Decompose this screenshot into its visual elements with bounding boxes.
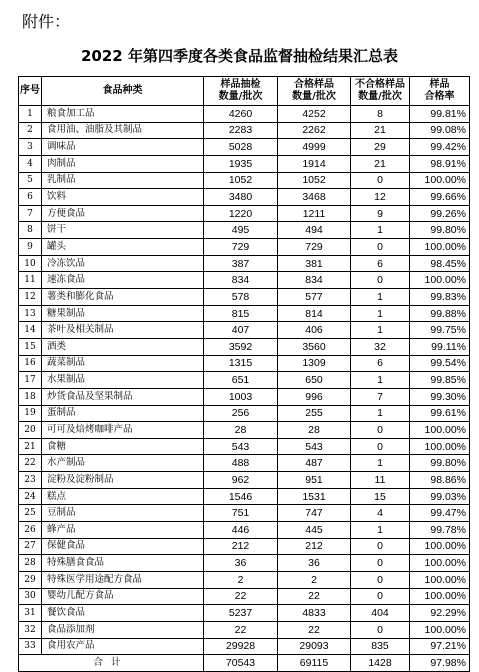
row-category: 可可及焙烤咖啡产品 (42, 422, 204, 439)
row-unqualified: 6 (351, 355, 410, 372)
row-rate: 99.66% (410, 189, 470, 206)
row-category: 特殊医学用途配方食品 (42, 571, 204, 588)
row-sampled: 5028 (204, 139, 278, 156)
row-qualified: 36 (278, 555, 351, 572)
table-row (19, 355, 470, 372)
row-no: 9 (19, 239, 42, 256)
table-row (19, 155, 470, 172)
row-rate: 100.00% (410, 621, 470, 638)
row-sampled: 2283 (204, 122, 278, 139)
table-row (19, 538, 470, 555)
row-rate: 99.03% (410, 488, 470, 505)
row-category: 淀粉及淀粉制品 (42, 472, 204, 489)
row-rate: 99.83% (410, 289, 470, 306)
table-row (19, 588, 470, 605)
row-unqualified: 0 (351, 172, 410, 189)
header-unqualified (351, 77, 410, 106)
header-category: 食品种类 (42, 77, 204, 106)
row-unqualified: 1 (351, 372, 410, 389)
row-rate: 99.81% (410, 106, 470, 123)
row-unqualified: 8 (351, 106, 410, 123)
table-row (19, 305, 470, 322)
row-qualified: 22 (278, 621, 351, 638)
row-rate: 98.86% (410, 472, 470, 489)
table-row (19, 338, 470, 355)
row-no: 25 (19, 505, 42, 522)
row-no: 32 (19, 621, 42, 638)
table-row (19, 106, 470, 123)
row-unqualified: 4 (351, 505, 410, 522)
row-category: 保健食品 (42, 538, 204, 555)
row-qualified: 381 (278, 255, 351, 272)
row-category: 方便食品 (42, 205, 204, 222)
row-category: 糕点 (42, 488, 204, 505)
row-qualified: 747 (278, 505, 351, 522)
row-no: 33 (19, 638, 42, 655)
total-qualified: 69115 (278, 655, 351, 672)
row-rate: 99.54% (410, 355, 470, 372)
row-rate: 100.00% (410, 538, 470, 555)
table-row (19, 621, 470, 638)
row-no: 22 (19, 455, 42, 472)
row-no: 27 (19, 538, 42, 555)
row-category: 酒类 (42, 338, 204, 355)
row-unqualified: 0 (351, 621, 410, 638)
row-category: 速冻食品 (42, 272, 204, 289)
row-rate: 100.00% (410, 172, 470, 189)
row-unqualified: 0 (351, 239, 410, 256)
row-qualified: 1531 (278, 488, 351, 505)
annex-label: 附件： (22, 12, 71, 31)
row-unqualified: 0 (351, 438, 410, 455)
row-no: 6 (19, 189, 42, 206)
row-unqualified: 12 (351, 189, 410, 206)
results-table (18, 76, 470, 672)
row-sampled: 256 (204, 405, 278, 422)
row-category: 冷冻饮品 (42, 255, 204, 272)
row-no: 1 (19, 106, 42, 123)
row-qualified: 577 (278, 289, 351, 306)
row-qualified: 255 (278, 405, 351, 422)
row-sampled: 2 (204, 571, 278, 588)
row-sampled: 407 (204, 322, 278, 339)
row-qualified: 29093 (278, 638, 351, 655)
row-unqualified: 0 (351, 422, 410, 439)
row-sampled: 962 (204, 472, 278, 489)
row-unqualified: 1 (351, 289, 410, 306)
row-unqualified: 1 (351, 522, 410, 539)
row-sampled: 3592 (204, 338, 278, 355)
row-category: 粮食加工品 (42, 106, 204, 123)
row-sampled: 212 (204, 538, 278, 555)
row-rate: 100.00% (410, 239, 470, 256)
row-qualified: 22 (278, 588, 351, 605)
row-rate: 99.26% (410, 205, 470, 222)
row-category: 特殊膳食食品 (42, 555, 204, 572)
row-unqualified: 0 (351, 588, 410, 605)
row-rate: 99.80% (410, 222, 470, 239)
table-row (19, 438, 470, 455)
row-rate: 99.30% (410, 388, 470, 405)
row-qualified: 3560 (278, 338, 351, 355)
row-sampled: 488 (204, 455, 278, 472)
row-qualified: 729 (278, 239, 351, 256)
row-unqualified: 1 (351, 405, 410, 422)
row-qualified: 4252 (278, 106, 351, 123)
row-category: 薯类和膨化食品 (42, 289, 204, 306)
total-label: 合计 (19, 655, 204, 672)
row-sampled: 729 (204, 239, 278, 256)
row-category: 餐饮食品 (42, 605, 204, 622)
row-qualified: 212 (278, 538, 351, 555)
row-unqualified: 0 (351, 571, 410, 588)
row-sampled: 36 (204, 555, 278, 572)
row-sampled: 4260 (204, 106, 278, 123)
row-unqualified: 15 (351, 488, 410, 505)
header-rate-line1: 样品 (429, 79, 450, 90)
table-row (19, 388, 470, 405)
row-unqualified: 0 (351, 555, 410, 572)
table-row (19, 272, 470, 289)
row-sampled: 834 (204, 272, 278, 289)
total-rate: 97.98% (410, 655, 470, 672)
total-unqualified: 1428 (351, 655, 410, 672)
row-sampled: 543 (204, 438, 278, 455)
row-unqualified: 1 (351, 222, 410, 239)
row-unqualified: 9 (351, 205, 410, 222)
row-unqualified: 11 (351, 472, 410, 489)
table-row (19, 555, 470, 572)
row-unqualified: 1 (351, 322, 410, 339)
row-unqualified: 21 (351, 122, 410, 139)
row-no: 18 (19, 388, 42, 405)
table-row (19, 638, 470, 655)
table-body (19, 106, 470, 655)
table-row (19, 189, 470, 206)
row-qualified: 4833 (278, 605, 351, 622)
row-category: 肉制品 (42, 155, 204, 172)
row-no: 12 (19, 289, 42, 306)
table-row (19, 372, 470, 389)
row-category: 蛋制品 (42, 405, 204, 422)
table-row (19, 222, 470, 239)
row-no: 26 (19, 522, 42, 539)
row-category: 婴幼儿配方食品 (42, 588, 204, 605)
row-sampled: 5237 (204, 605, 278, 622)
row-rate: 98.45% (410, 255, 470, 272)
row-sampled: 22 (204, 621, 278, 638)
row-rate: 100.00% (410, 272, 470, 289)
row-category: 食用油、油脂及其制品 (42, 122, 204, 139)
table-row (19, 239, 470, 256)
table-row (19, 422, 470, 439)
row-qualified: 3468 (278, 189, 351, 206)
row-category: 饼干 (42, 222, 204, 239)
row-category: 炒货食品及坚果制品 (42, 388, 204, 405)
row-rate: 99.80% (410, 455, 470, 472)
row-rate: 99.11% (410, 338, 470, 355)
row-no: 17 (19, 372, 42, 389)
row-qualified: 650 (278, 372, 351, 389)
header-qualified-line2: 数量/批次 (292, 91, 336, 102)
row-unqualified: 404 (351, 605, 410, 622)
table-row (19, 472, 470, 489)
row-no: 8 (19, 222, 42, 239)
row-no: 3 (19, 139, 42, 156)
row-no: 11 (19, 272, 42, 289)
row-category: 食用农产品 (42, 638, 204, 655)
row-rate: 97.21% (410, 638, 470, 655)
row-unqualified: 1 (351, 455, 410, 472)
row-unqualified: 7 (351, 388, 410, 405)
row-unqualified: 32 (351, 338, 410, 355)
row-qualified: 834 (278, 272, 351, 289)
table-header-row (19, 77, 470, 106)
row-no: 13 (19, 305, 42, 322)
row-no: 7 (19, 205, 42, 222)
row-category: 糖果制品 (42, 305, 204, 322)
row-sampled: 651 (204, 372, 278, 389)
row-category: 蔬菜制品 (42, 355, 204, 372)
header-qualified-line1: 合格样品 (294, 79, 334, 90)
row-qualified: 406 (278, 322, 351, 339)
row-qualified: 445 (278, 522, 351, 539)
row-rate: 99.61% (410, 405, 470, 422)
row-sampled: 1546 (204, 488, 278, 505)
table-row (19, 172, 470, 189)
row-category: 豆制品 (42, 505, 204, 522)
row-unqualified: 29 (351, 139, 410, 156)
table-row (19, 289, 470, 306)
row-no: 24 (19, 488, 42, 505)
row-sampled: 446 (204, 522, 278, 539)
row-unqualified: 21 (351, 155, 410, 172)
row-qualified: 1914 (278, 155, 351, 172)
header-sampled (204, 77, 278, 106)
row-unqualified: 6 (351, 255, 410, 272)
row-category: 水果制品 (42, 372, 204, 389)
row-rate: 99.78% (410, 522, 470, 539)
row-category: 乳制品 (42, 172, 204, 189)
header-unqualified-line2: 数量/批次 (358, 91, 402, 102)
header-no: 序号 (19, 77, 42, 106)
table-row (19, 488, 470, 505)
table-row (19, 405, 470, 422)
row-qualified: 1052 (278, 172, 351, 189)
row-sampled: 1935 (204, 155, 278, 172)
row-no: 15 (19, 338, 42, 355)
row-sampled: 22 (204, 588, 278, 605)
row-qualified: 2262 (278, 122, 351, 139)
row-no: 5 (19, 172, 42, 189)
row-no: 10 (19, 255, 42, 272)
row-sampled: 1220 (204, 205, 278, 222)
table-row (19, 139, 470, 156)
row-no: 16 (19, 355, 42, 372)
row-qualified: 494 (278, 222, 351, 239)
row-category: 水产制品 (42, 455, 204, 472)
row-category: 罐头 (42, 239, 204, 256)
row-rate: 99.08% (410, 122, 470, 139)
row-rate: 100.00% (410, 588, 470, 605)
row-no: 29 (19, 571, 42, 588)
row-no: 19 (19, 405, 42, 422)
header-unqualified-line1: 不合格样品 (355, 79, 405, 90)
row-qualified: 487 (278, 455, 351, 472)
row-no: 28 (19, 555, 42, 572)
row-sampled: 1052 (204, 172, 278, 189)
header-qualified (278, 77, 351, 106)
row-sampled: 751 (204, 505, 278, 522)
row-sampled: 28 (204, 422, 278, 439)
row-rate: 98.91% (410, 155, 470, 172)
row-rate: 99.47% (410, 505, 470, 522)
table-row (19, 255, 470, 272)
row-category: 食品添加剂 (42, 621, 204, 638)
row-sampled: 29928 (204, 638, 278, 655)
row-rate: 100.00% (410, 571, 470, 588)
row-qualified: 1309 (278, 355, 351, 372)
row-qualified: 1211 (278, 205, 351, 222)
row-sampled: 815 (204, 305, 278, 322)
table-row (19, 322, 470, 339)
row-category: 食糖 (42, 438, 204, 455)
table-row (19, 122, 470, 139)
row-rate: 99.75% (410, 322, 470, 339)
row-no: 20 (19, 422, 42, 439)
row-category: 饮料 (42, 189, 204, 206)
row-category: 茶叶及相关制品 (42, 322, 204, 339)
row-unqualified: 0 (351, 538, 410, 555)
row-no: 30 (19, 588, 42, 605)
row-unqualified: 1 (351, 305, 410, 322)
header-sampled-line2: 数量/批次 (218, 91, 263, 102)
header-sampled-line1: 样品抽检 (220, 79, 261, 90)
row-qualified: 28 (278, 422, 351, 439)
header-rate-line2: 合格率 (424, 91, 455, 102)
row-rate: 92.29% (410, 605, 470, 622)
row-qualified: 543 (278, 438, 351, 455)
table-row (19, 522, 470, 539)
row-sampled: 3480 (204, 189, 278, 206)
row-unqualified: 0 (351, 272, 410, 289)
row-rate: 99.42% (410, 139, 470, 156)
table-row (19, 505, 470, 522)
header-rate (410, 77, 470, 106)
row-sampled: 495 (204, 222, 278, 239)
row-sampled: 387 (204, 255, 278, 272)
row-rate: 100.00% (410, 438, 470, 455)
total-sampled: 70543 (204, 655, 278, 672)
row-qualified: 2 (278, 571, 351, 588)
row-sampled: 578 (204, 289, 278, 306)
table-row (19, 455, 470, 472)
row-rate: 99.88% (410, 305, 470, 322)
table-row (19, 205, 470, 222)
table-row (19, 605, 470, 622)
row-category: 调味品 (42, 139, 204, 156)
row-qualified: 951 (278, 472, 351, 489)
row-no: 21 (19, 438, 42, 455)
row-qualified: 996 (278, 388, 351, 405)
row-qualified: 814 (278, 305, 351, 322)
row-unqualified: 835 (351, 638, 410, 655)
row-no: 14 (19, 322, 42, 339)
row-qualified: 4999 (278, 139, 351, 156)
row-sampled: 1315 (204, 355, 278, 372)
table-total-row (19, 655, 470, 672)
page-title: 2022 年第四季度各类食品监督抽检结果汇总表 (81, 47, 398, 65)
table-row (19, 571, 470, 588)
row-no: 4 (19, 155, 42, 172)
row-rate: 100.00% (410, 422, 470, 439)
row-rate: 99.85% (410, 372, 470, 389)
row-no: 31 (19, 605, 42, 622)
row-sampled: 1003 (204, 388, 278, 405)
row-no: 23 (19, 472, 42, 489)
row-no: 2 (19, 122, 42, 139)
row-category: 蜂产品 (42, 522, 204, 539)
row-rate: 100.00% (410, 555, 470, 572)
